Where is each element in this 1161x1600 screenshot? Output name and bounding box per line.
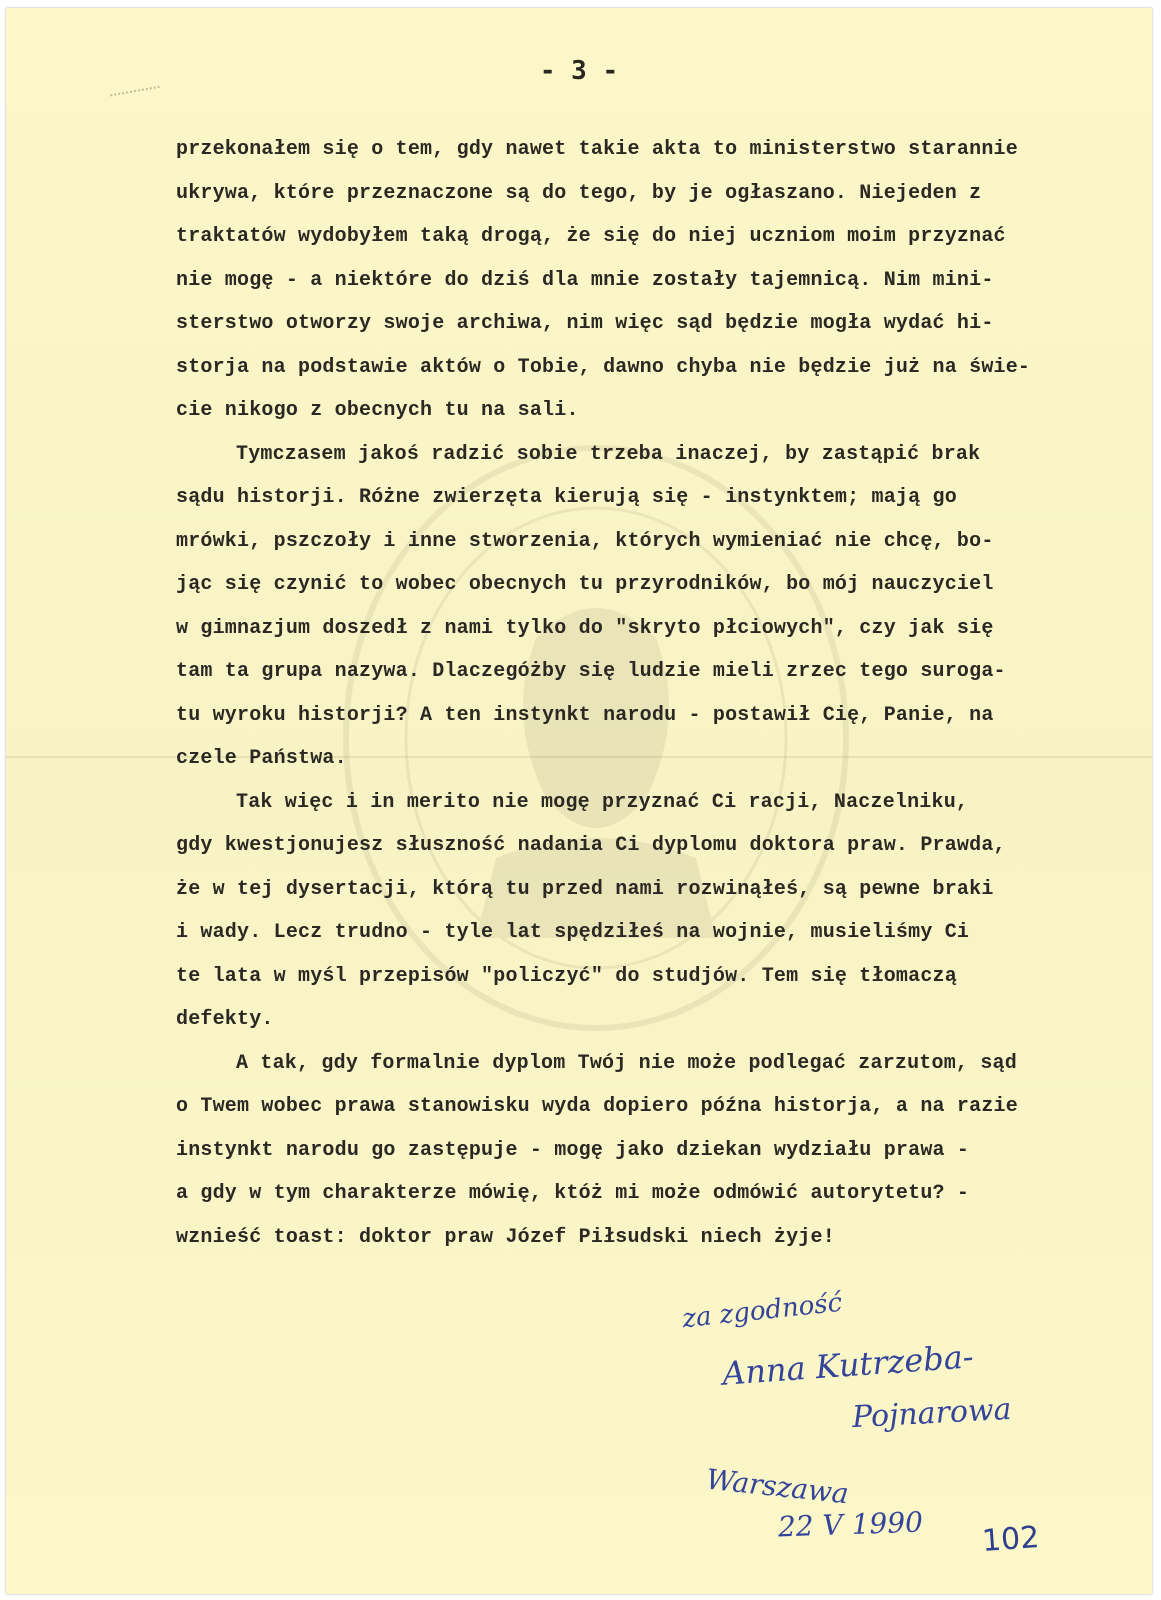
handwritten-place: Warszawa	[704, 1462, 851, 1511]
text-line: a gdy w tym charakterze mówię, któż mi może odmówić autorytetu? -	[176, 1182, 970, 1205]
text-line: cie nikogo z obecnych tu na sali.	[176, 399, 579, 422]
text-line: tu wyroku historji? A ten instynkt narodu - postawił Cię, Panie, na	[176, 703, 994, 727]
text-line: Tymczasem jakoś radzić sobie trzeba inaczej, by zastąpić brak	[236, 442, 981, 466]
pencil-mark	[110, 86, 162, 108]
text-line: sądu historji. Różne zwierzęta kierują się - instynktem; mają go	[176, 486, 957, 509]
text-line: Tak więc i in merito nie mogę przyznać Ci racji, Naczelniku,	[236, 790, 969, 814]
document-page	[6, 8, 1152, 1594]
text-line: przekonałem się o tem, gdy nawet takie akta to ministerstwo starannie	[176, 138, 1018, 161]
text-line: te lata w myśl przepisów "policzyć" do studjów. Tem się tłomaczą	[176, 964, 957, 988]
handwritten-date: 22 V 1990	[777, 1505, 924, 1544]
handwritten-signature-name: Anna Kutrzeba-	[720, 1337, 975, 1393]
text-line: czele Państwa.	[176, 747, 347, 770]
text-line: instynkt narodu go zastępuje - mogę jako dziekan wydziału prawa -	[176, 1138, 970, 1162]
text-line: wznieść toast: doktor praw Józef Piłsudski niech żyje!	[176, 1225, 835, 1249]
text-line: i wady. Lecz trudno - tyle lat spędziłeś na wojnie, musieliśmy Ci	[176, 921, 970, 944]
text-line: nie mogę - a niektóre do dziś dla mnie zostały tajemnicą. Nim mini-	[176, 268, 994, 292]
text-line: w gimnazjum doszedł z nami tylko do "skryto płciowych", czy jak się	[176, 616, 994, 640]
text-line: ukrywa, które przeznaczone są do tego, by je ogłaszano. Niejeden z	[176, 181, 982, 205]
text-line: że w tej dysertacji, którą tu przed nami rozwinąłeś, są pewne braki	[176, 877, 994, 901]
text-line: traktatów wydobyłem taką drogą, że się do niej uczniom moim przyznać	[176, 225, 1006, 248]
text-line: storja na podstawie aktów o Tobie, dawno chyba nie będzie już na świe-	[176, 355, 1031, 379]
text-line: jąc się czynić to wobec obecnych tu przyrodników, bo mój nauczyciel	[176, 573, 994, 596]
text-line: gdy kwestjonujesz słuszność nadania Ci dyplomu doktora praw. Prawda,	[176, 834, 1006, 857]
text-line: A tak, gdy formalnie dyplom Twój nie może podlegać zarzutom, sąd	[236, 1051, 1017, 1075]
archive-page-number: 102	[980, 1520, 1041, 1559]
text-line: sterstwo otworzy swoje archiwa, nim więc sąd będzie mogła wydać hi-	[176, 312, 994, 335]
text-line: o Twem wobec prawa stanowisku wyda dopiero późna historja, a na razie	[176, 1095, 1018, 1118]
typed-body-text	[176, 128, 1076, 1259]
handwritten-certification-note: za zgodność	[680, 1287, 844, 1335]
text-line: mrówki, pszczoły i inne stworzenia, których wymieniać nie chcę, bo-	[176, 529, 994, 553]
page-number: - 3 -	[539, 56, 619, 86]
handwritten-signature-surname: Pojnarowa	[851, 1391, 1013, 1436]
text-line: defekty.	[176, 1008, 274, 1031]
text-line: tam ta grupa nazywa. Dlaczegóżby się ludzie mieli zrzec tego suroga-	[176, 660, 1006, 683]
